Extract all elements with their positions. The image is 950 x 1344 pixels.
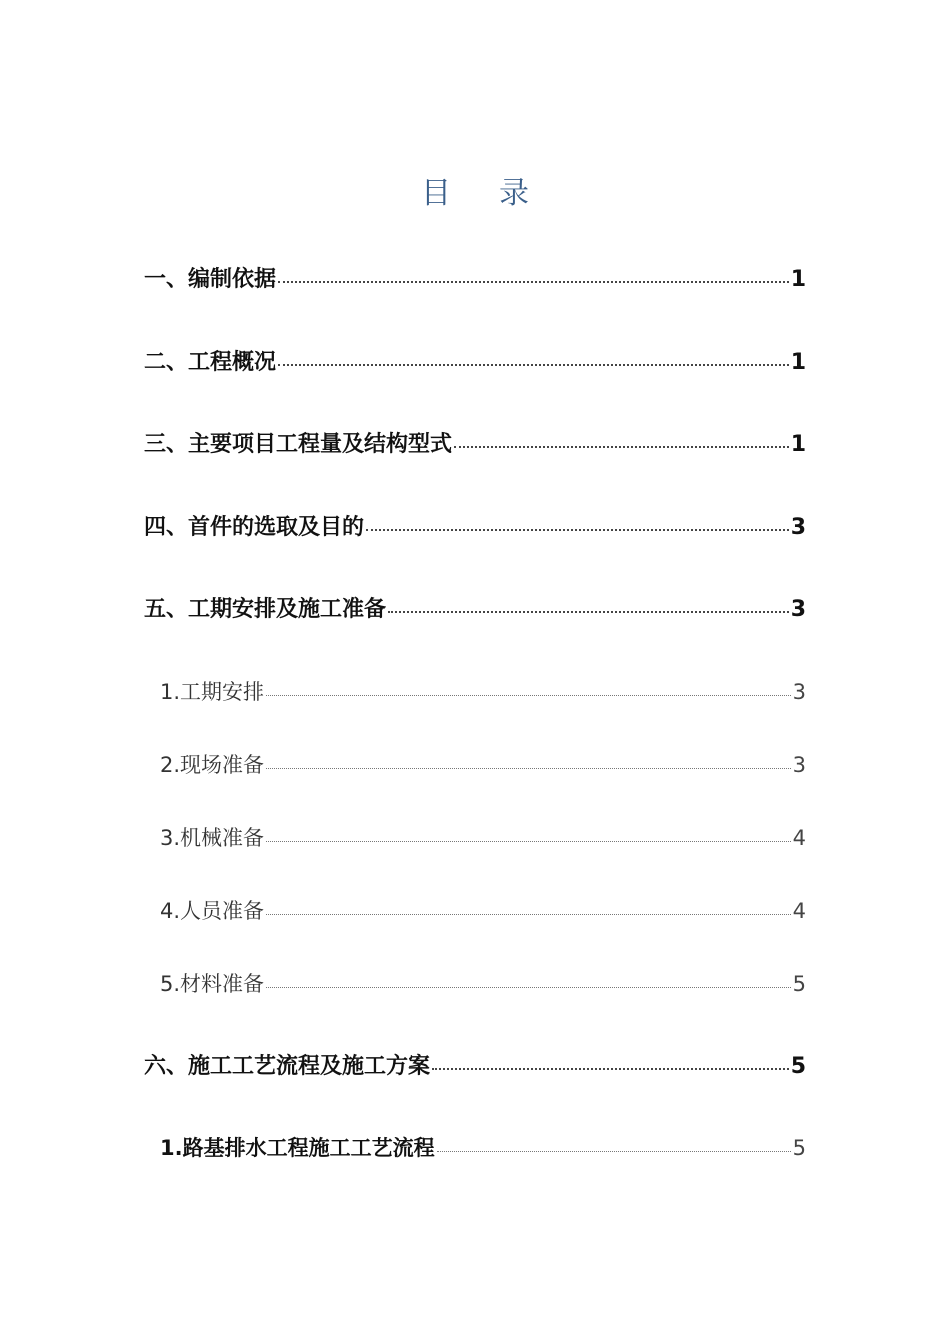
toc-leader [266, 767, 791, 769]
toc-entry-page: 1 [790, 432, 806, 457]
toc-entry-label: 三、主要项目工程量及结构型式 [144, 432, 453, 457]
toc-entry-page: 4 [792, 826, 806, 850]
toc-entry[interactable] [160, 1132, 806, 1162]
toc-entry-page: 5 [792, 1136, 806, 1160]
toc-leader [266, 694, 791, 696]
toc-leader [437, 1150, 791, 1152]
toc-title-char-2: 录 [499, 176, 529, 211]
toc-entry[interactable] [144, 262, 806, 293]
toc-entry-label: 六、施工工艺流程及施工方案 [144, 1054, 431, 1079]
toc-entry[interactable] [144, 1049, 806, 1080]
toc-entry-label: 3.机械准备 [160, 826, 265, 850]
toc-entry-page: 4 [792, 899, 806, 923]
toc-leader [432, 1067, 789, 1070]
toc-entry-page: 1 [790, 350, 806, 375]
toc-leader [388, 610, 789, 613]
toc-entry-label: 2.现场准备 [160, 753, 265, 777]
toc-entry[interactable] [160, 676, 806, 706]
toc-entry-label: 四、首件的选取及目的 [144, 515, 365, 540]
toc-entry-label: 五、工期安排及施工准备 [144, 597, 387, 622]
toc-entry-label: 二、工程概况 [144, 350, 277, 375]
toc-entry[interactable] [144, 510, 806, 541]
toc-entry-label: 1.路基排水工程施工工艺流程 [160, 1136, 435, 1160]
toc-entry-page: 5 [792, 972, 806, 996]
toc-entry[interactable] [160, 822, 806, 852]
toc-entry[interactable] [144, 592, 806, 623]
toc-leader [266, 913, 791, 915]
toc-entry[interactable] [160, 749, 806, 779]
toc-title [0, 168, 950, 212]
toc-entry-label: 5.材料准备 [160, 972, 265, 996]
toc-leader [454, 445, 789, 448]
toc-title-char-1: 目 [421, 176, 451, 211]
toc-entry-page: 3 [792, 680, 806, 704]
toc-entry-page: 5 [790, 1054, 806, 1079]
toc-entry[interactable] [144, 427, 806, 458]
toc-leader [278, 280, 789, 283]
toc-entry[interactable] [160, 895, 806, 925]
toc-entry-label: 1.工期安排 [160, 680, 265, 704]
toc-entry[interactable] [160, 968, 806, 998]
toc-entry-label: 一、编制依据 [144, 267, 277, 292]
toc-leader [266, 840, 791, 842]
toc-entry-label: 4.人员准备 [160, 899, 265, 923]
toc-leader [278, 363, 789, 366]
toc-entry-page: 3 [792, 753, 806, 777]
toc-leader [366, 528, 789, 531]
toc-entry-page: 3 [790, 515, 806, 540]
toc-entry-page: 1 [790, 267, 806, 292]
toc-entry[interactable] [144, 345, 806, 376]
toc-leader [266, 986, 791, 988]
toc-entry-page: 3 [790, 597, 806, 622]
